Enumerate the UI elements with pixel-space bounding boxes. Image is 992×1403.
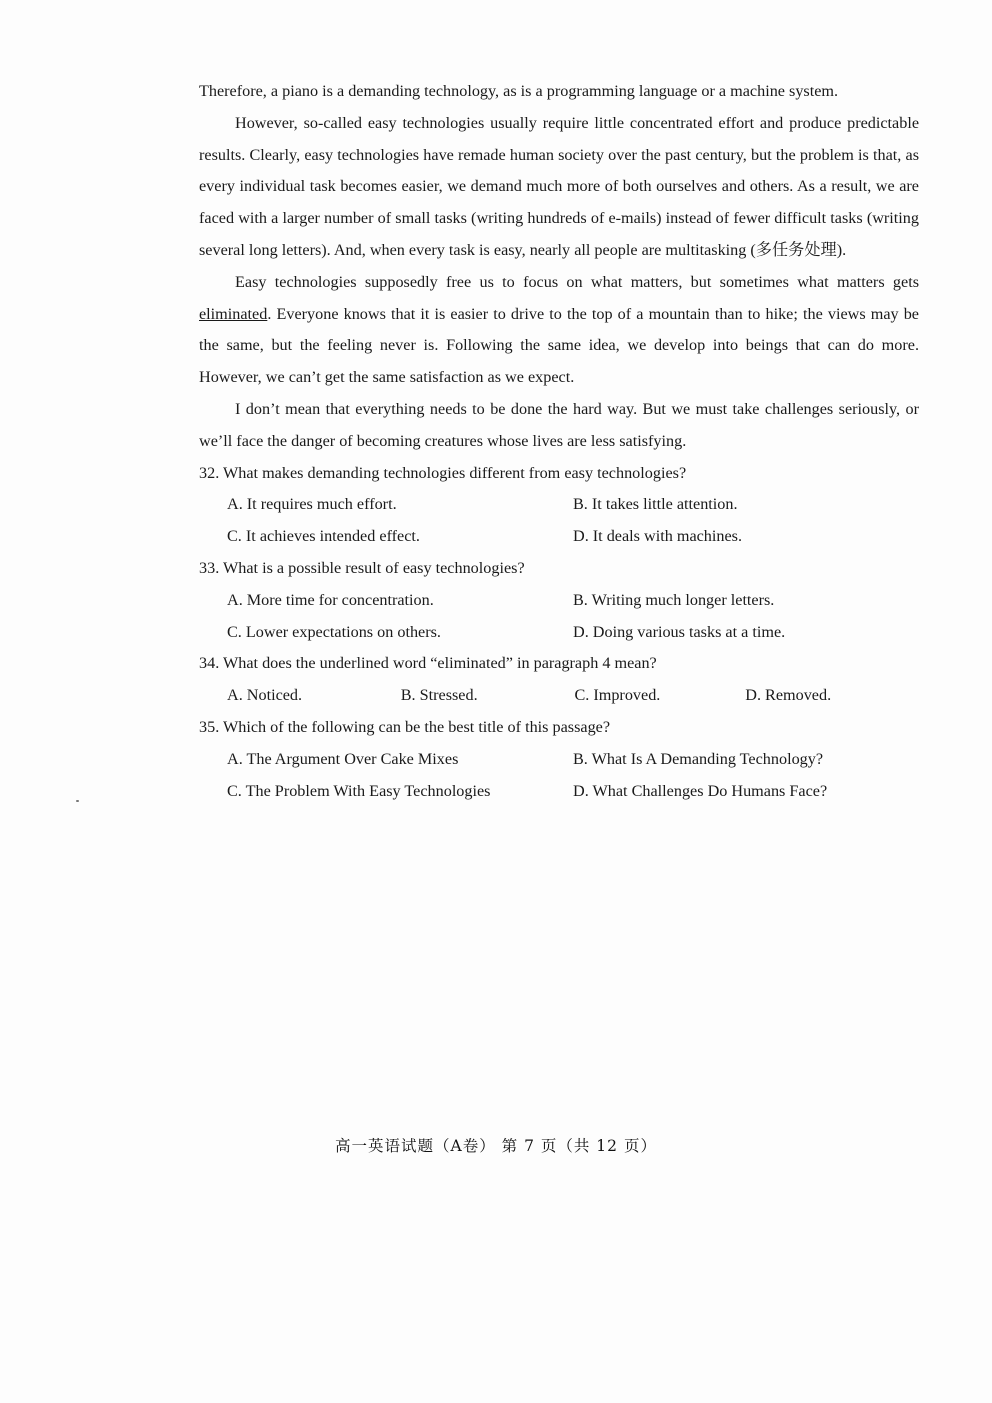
option-row <box>227 521 919 553</box>
question-stem: 34. What does the underlined word “eliminated” in paragraph 4 mean? <box>199 654 657 673</box>
answer-options <box>199 489 919 553</box>
page-footer: 高一英语试题（A卷） 第 7 页（共 12 页） <box>335 1137 657 1155</box>
passage-paragraph: However, so-called easy technologies usually require little concentrated effort and produce predictable results. Clearly, easy technologies have remade human society over the past century, but the problem is that, as every individual task becomes easier, we demand much more of both ourselves and others. As a result, we are faced with a larger number of small tasks (writing hundreds of e-mails) instead of fewer difficult tasks (writing several long letters). And, when every task is easy, nearly all people are multitasking (多任务处理). <box>199 113 919 259</box>
answer-option: C. The Problem With Easy Technologies <box>227 781 491 800</box>
question-stem: 33. What is a possible result of easy technologies? <box>199 558 525 577</box>
reading-section <box>199 76 919 807</box>
passage-paragraph: Therefore, a piano is a demanding technology, as is a programming language or a machine system. <box>199 82 839 100</box>
option-row <box>227 776 919 808</box>
answer-option: D. It deals with machines. <box>573 527 743 546</box>
answer-option: B. Stressed. <box>400 686 478 705</box>
passage-paragraph <box>199 267 919 394</box>
paragraph-text: . Everyone knows that it is easier to drive to the top of a mountain than to hike; the views may be the same, but the feeling never is. Following the same idea, we develop into beings that can do more. However, we can’t get the same satisfaction as we expect. <box>199 304 919 387</box>
passage-paragraph: I don’t mean that everything needs to be done the hard way. But we must take challenges seriously, or we’ll face the danger of becoming creatures whose lives are less satisfying. <box>199 399 919 450</box>
option-row <box>227 680 919 712</box>
answer-option: D. Removed. <box>745 686 832 705</box>
question-stem: 32. What makes demanding technologies different from easy technologies? <box>199 463 687 482</box>
answer-option: A. More time for concentration. <box>227 590 434 609</box>
answer-option: D. What Challenges Do Humans Face? <box>573 781 828 800</box>
answer-options <box>199 744 919 808</box>
scan-speck <box>76 800 79 802</box>
answer-option: A. The Argument Over Cake Mixes <box>227 749 459 768</box>
question-stem: 35. Which of the following can be the best title of this passage? <box>199 717 611 736</box>
answer-option: B. It takes little attention. <box>573 495 738 514</box>
option-row <box>227 585 919 617</box>
option-row <box>227 489 919 521</box>
answer-option: A. Noticed. <box>227 686 303 705</box>
answer-option: B. What Is A Demanding Technology? <box>573 749 824 768</box>
answer-options <box>199 680 919 712</box>
answer-option: C. Improved. <box>574 686 661 705</box>
paragraph-text: Easy technologies supposedly free us to focus on what matters, but sometimes what matters gets <box>235 272 919 291</box>
answer-option: C. It achieves intended effect. <box>227 527 420 546</box>
answer-option: A. It requires much effort. <box>227 495 397 514</box>
underlined-word: eliminated <box>199 304 268 323</box>
option-row <box>227 744 919 776</box>
answer-option: B. Writing much longer letters. <box>573 590 775 609</box>
answer-options <box>199 585 919 649</box>
answer-option: C. Lower expectations on others. <box>227 622 441 641</box>
option-row <box>227 617 919 649</box>
answer-option: D. Doing various tasks at a time. <box>573 622 786 641</box>
